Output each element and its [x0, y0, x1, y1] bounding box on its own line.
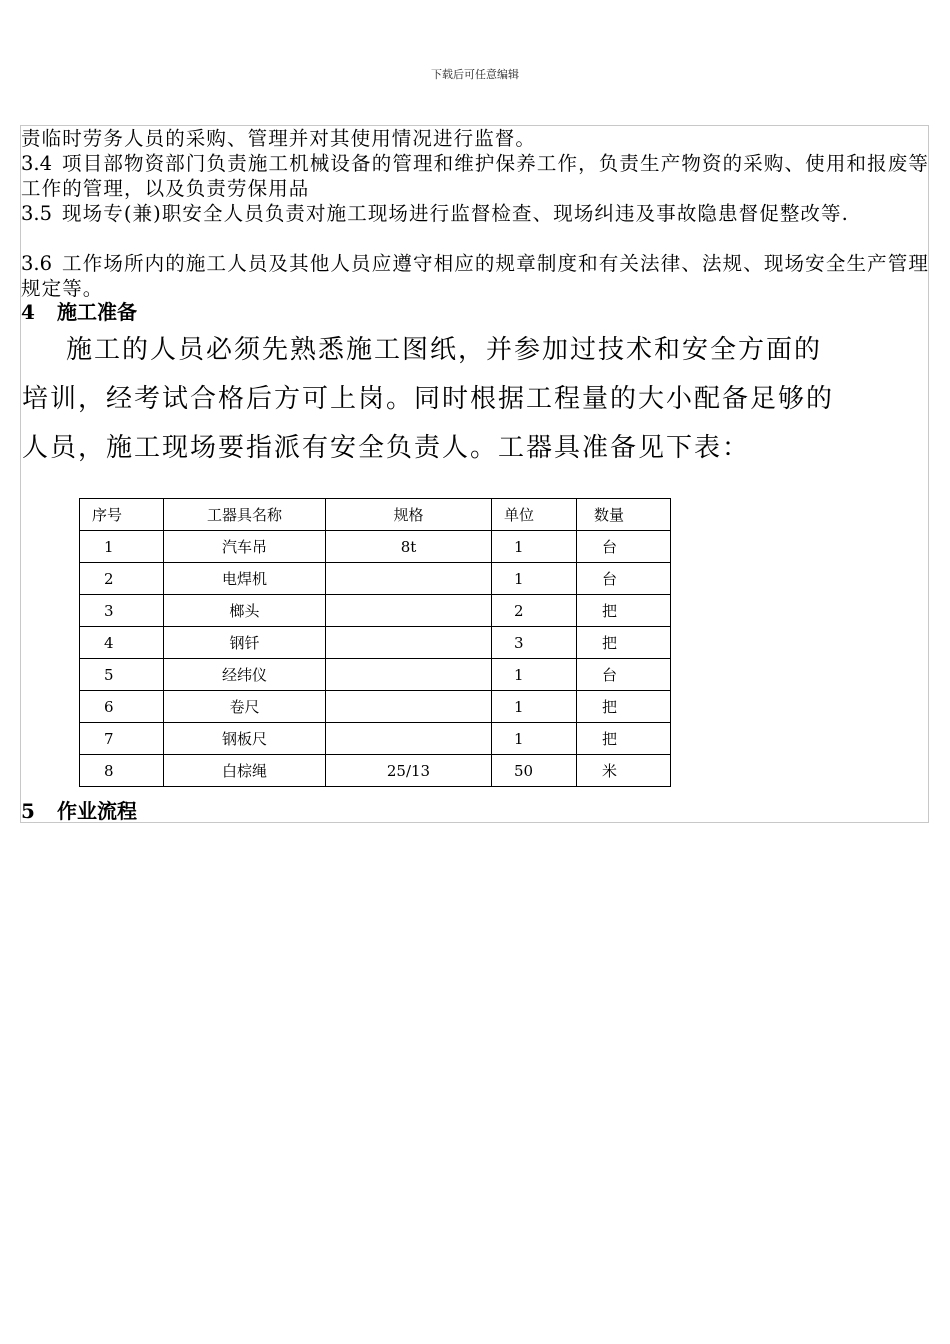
column-header-spec: 规格: [326, 499, 492, 531]
table-row: [80, 755, 671, 787]
cell-unit: 1: [492, 563, 577, 595]
cell-quantity: 把: [577, 595, 671, 627]
body-line: 施工的人员必须先熟悉施工图纸，并参加过技术和安全方面的: [66, 335, 823, 365]
section-4-heading: [21, 299, 137, 325]
cell-index: 6: [80, 691, 164, 723]
cell-name: 经纬仪: [164, 659, 326, 691]
cell-quantity: 台: [577, 563, 671, 595]
column-header-name: 工器具名称: [164, 499, 326, 531]
column-header-unit: 单位: [492, 499, 577, 531]
cell-unit: 1: [492, 691, 577, 723]
cell-index: 5: [80, 659, 164, 691]
cell-name: 钢钎: [164, 627, 326, 659]
cell-unit: 1: [492, 659, 577, 691]
cell-name: 榔头: [164, 595, 326, 627]
cell-name: 白棕绳: [164, 755, 326, 787]
cell-spec: [326, 595, 492, 627]
cell-spec: [326, 723, 492, 755]
paragraph-number: 3.6: [21, 252, 53, 275]
cell-spec: [326, 691, 492, 723]
paragraph-text: 责临时劳务人员的采购、管理并对其使用情况进行监督。: [21, 127, 537, 150]
paragraph-text: 现场专(兼)职安全人员负责对施工现场进行监督检查、现场纠违及事故隐患督促整改等.: [62, 202, 849, 225]
paragraph-3-6: [21, 251, 929, 301]
cell-unit: 2: [492, 595, 577, 627]
cell-name: 电焊机: [164, 563, 326, 595]
column-header-quantity: 数量: [577, 499, 671, 531]
cell-unit: 50: [492, 755, 577, 787]
column-header-index: 序号: [80, 499, 164, 531]
section-number: 4: [21, 300, 35, 324]
cell-spec: [326, 659, 492, 691]
paragraph-3-3-continuation: [21, 126, 929, 151]
section-5-heading: [21, 798, 137, 824]
cell-unit: 1: [492, 531, 577, 563]
cell-unit: 1: [492, 723, 577, 755]
cell-unit: 3: [492, 627, 577, 659]
section-title: 施工准备: [57, 300, 137, 324]
table-row: [80, 627, 671, 659]
cell-name: 钢板尺: [164, 723, 326, 755]
body-line: 人员，施工现场要指派有安全负责人。工器具准备见下表：: [22, 433, 751, 463]
paragraph-3-4: [21, 151, 929, 201]
table-row: [80, 723, 671, 755]
cell-quantity: 把: [577, 723, 671, 755]
cell-quantity: 把: [577, 691, 671, 723]
paragraph-3-5: [21, 201, 929, 226]
cell-name: 卷尺: [164, 691, 326, 723]
page-header-note: 下载后可任意编辑: [431, 68, 519, 81]
cell-index: 2: [80, 563, 164, 595]
cell-spec: 8t: [326, 531, 492, 563]
cell-quantity: 把: [577, 627, 671, 659]
cell-index: 3: [80, 595, 164, 627]
cell-spec: [326, 627, 492, 659]
table-row: [80, 691, 671, 723]
cell-quantity: 台: [577, 659, 671, 691]
table-header-row: [80, 499, 671, 531]
section-number: 5: [21, 799, 35, 823]
cell-index: 4: [80, 627, 164, 659]
cell-index: 7: [80, 723, 164, 755]
cell-index: 1: [80, 531, 164, 563]
cell-name: 汽车吊: [164, 531, 326, 563]
tools-table: [79, 498, 671, 787]
cell-quantity: 米: [577, 755, 671, 787]
table-row: [80, 563, 671, 595]
paragraph-number: 3.5: [21, 202, 53, 225]
cell-spec: [326, 563, 492, 595]
paragraph-text: 项目部物资部门负责施工机械设备的管理和维护保养工作，负责生产物资的采购、使用和报废等工作的管理，以及负责劳保用品: [21, 152, 929, 200]
table-row: [80, 659, 671, 691]
body-line: 培训，经考试合格后方可上岗。同时根据工程量的大小配备足够的: [22, 384, 835, 414]
table-row: [80, 595, 671, 627]
cell-spec: 25/13: [326, 755, 492, 787]
paragraph-number: 3.4: [21, 152, 53, 175]
section-4-body: [22, 326, 922, 473]
table-row: [80, 531, 671, 563]
cell-index: 8: [80, 755, 164, 787]
cell-quantity: 台: [577, 531, 671, 563]
section-title: 作业流程: [57, 799, 137, 823]
paragraph-text: 工作场所内的施工人员及其他人员应遵守相应的规章制度和有关法律、法规、现场安全生产管理规定等。: [21, 252, 929, 300]
